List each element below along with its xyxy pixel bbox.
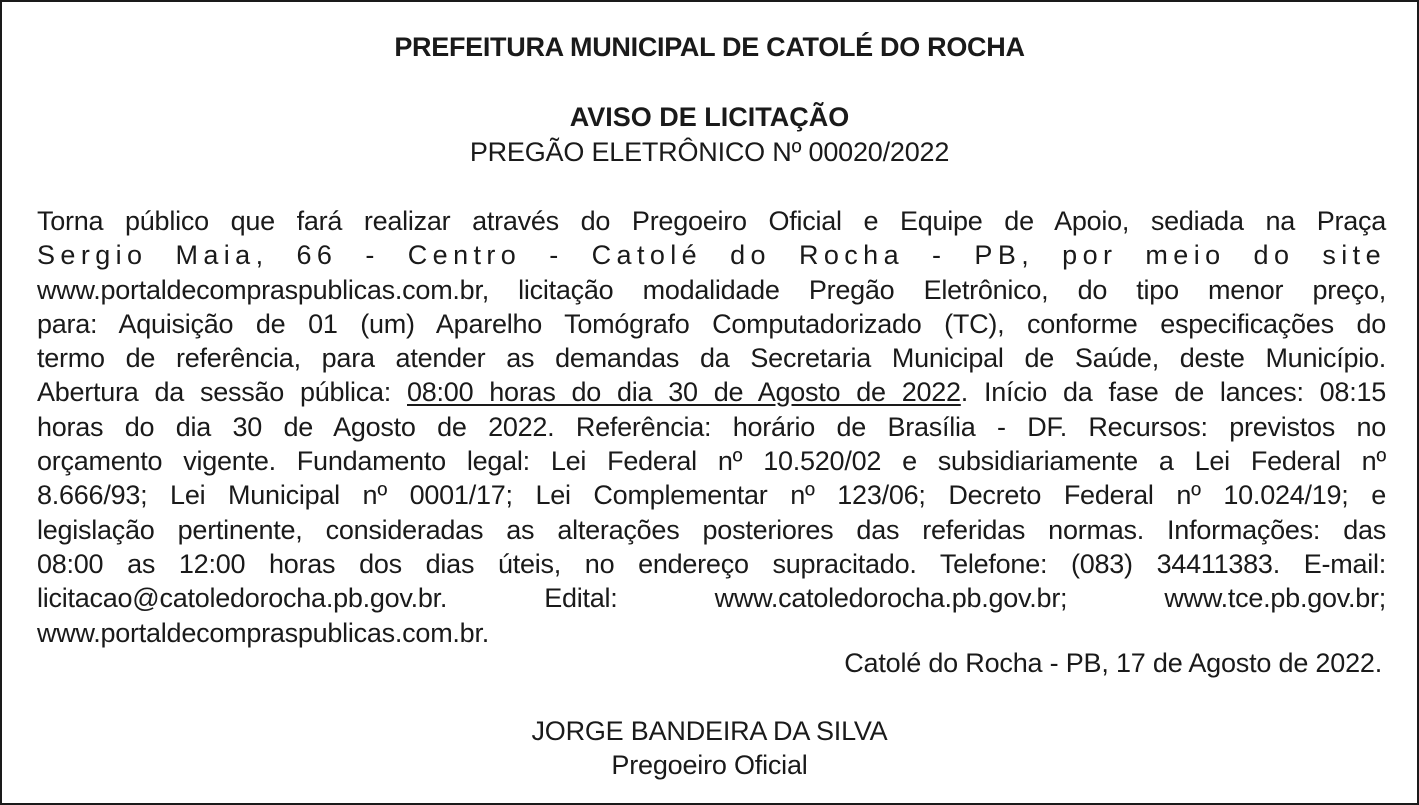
body-line: horas do dia 30 de Agosto de 2022. Referência: horário de Brasília - DF. Recursos: previstos no bbox=[37, 411, 1386, 442]
notice-subtitle: PREGÃO ELETRÔNICO Nº 00020/2022 bbox=[469, 137, 950, 167]
body-line: legislação pertinente, consideradas as alterações posteriores das referidas normas. Informações: das bbox=[37, 514, 1386, 545]
body-line: Sergio Maia, 66 - Centro - Catolé do Rocha - PB, por meio do site bbox=[37, 240, 1386, 271]
notice-title: AVISO DE LICITAÇÃO bbox=[569, 102, 850, 132]
opening-datetime: 08:00 horas do dia 30 de Agosto de 2022 bbox=[407, 377, 961, 408]
body-line-opening bbox=[37, 375, 1386, 409]
body-line: 08:00 as 12:00 horas dos dias úteis, no endereço supracitado. Telefone: (083) 34411383. E-mail: bbox=[37, 548, 1386, 579]
body-line: licitacao@catoledorocha.pb.gov.br. Edital: www.catoledorocha.pb.gov.br; www.tce.pb.gov.br; bbox=[37, 583, 1386, 614]
body-line: 8.666/93; Lei Municipal nº 0001/17; Lei Complementar nº 123/06; Decreto Federal nº 10.024/19; e bbox=[37, 480, 1386, 511]
opening-suffix: . Início da fase de lances: 08:15 bbox=[960, 377, 1386, 408]
body-line: orçamento vigente. Fundamento legal: Lei Federal nº 10.520/02 e subsidiariamente a Lei Federal nº bbox=[37, 446, 1386, 477]
signer-name: JORGE BANDEIRA DA SILVA bbox=[531, 716, 888, 746]
opening-prefix: Abertura da sessão pública: bbox=[37, 377, 408, 408]
signer-role: Pregoeiro Oficial bbox=[611, 750, 808, 780]
organization-name: PREFEITURA MUNICIPAL DE CATOLÉ DO ROCHA bbox=[394, 32, 1025, 62]
body-line: termo de referência, para atender as demandas da Secretaria Municipal de Saúde, deste Município. bbox=[37, 343, 1386, 374]
place-date: Catolé do Rocha - PB, 17 de Agosto de 2022. bbox=[844, 648, 1382, 678]
body-line: www.portaldecompraspublicas.com.br, licitação modalidade Pregão Eletrônico, do tipo menor preço, bbox=[37, 274, 1386, 305]
body-line: para: Aquisição de 01 (um) Aparelho Tomógrafo Computadorizado (TC), conforme especificações do bbox=[37, 308, 1386, 339]
notice-body bbox=[37, 204, 1386, 650]
body-line: Torna público que fará realizar através do Pregoeiro Oficial e Equipe de Apoio, sediada na Praça bbox=[37, 206, 1386, 236]
body-line: www.portaldecompraspublicas.com.br. bbox=[37, 617, 489, 648]
